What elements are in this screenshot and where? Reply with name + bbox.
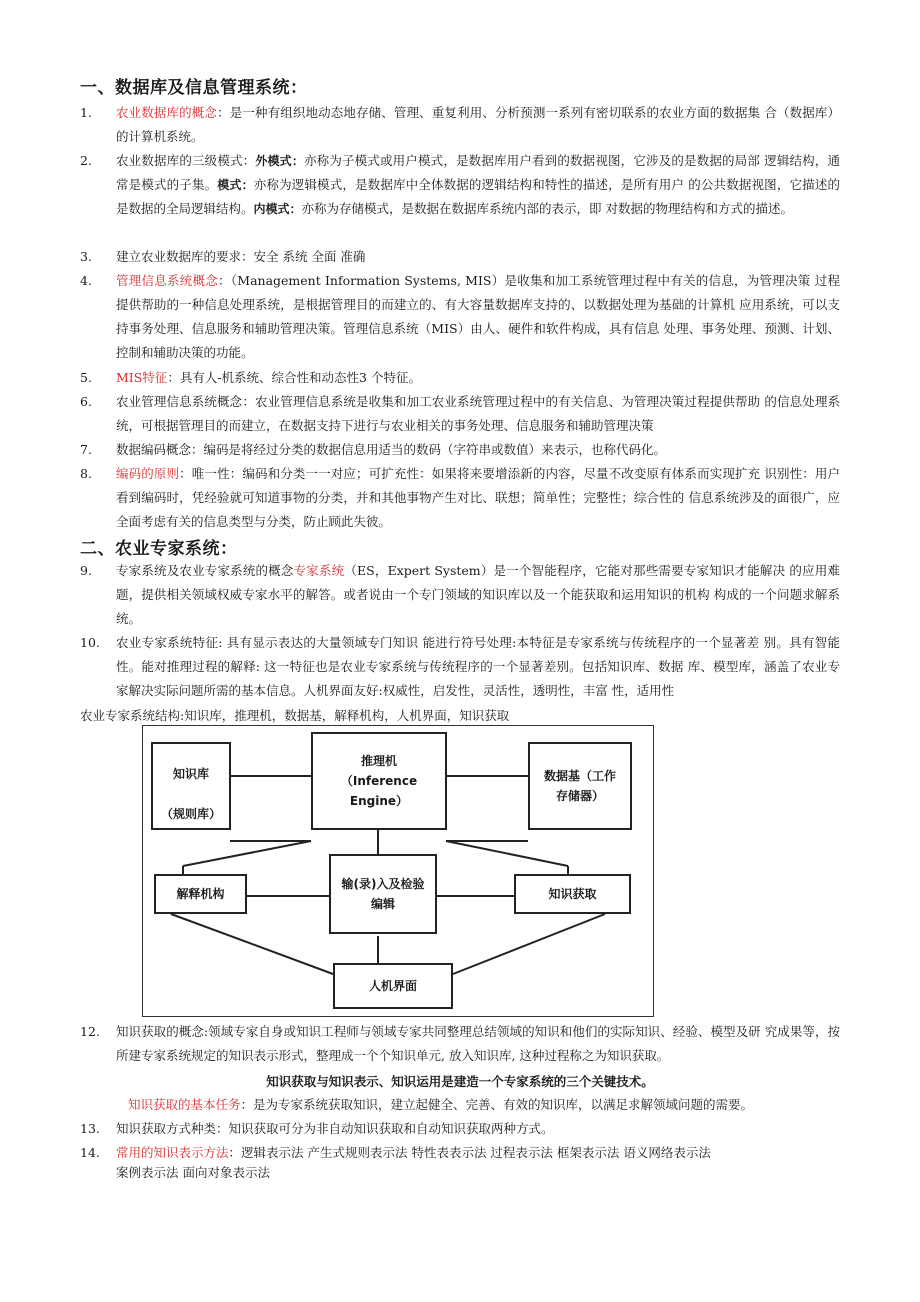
section-1-heading: 一、数据库及信息管理系统： [80, 78, 308, 98]
database-box: 数据基（工作存储器） [528, 742, 632, 830]
list-item: 7. 数据编码概念：编码是将经过分类的数据信息用适当的数码（字符串或数值）来表示，也称代码化。 [80, 442, 667, 457]
term-label: MIS特征 [116, 370, 168, 385]
human-machine-interface-box: 人机界面 [333, 963, 453, 1009]
list-item: 1. 农业数据库的概念：是一种有组织地动态地存储、管理、重复利用、分析预测一系列有密切联系的农业方面的数据集 合（数据库）的计算机系统。 [80, 105, 840, 144]
list-item: 10. 农业专家系统特征: 具有显示表达的大量领域专门知识 能进行符号处理:本特征是专家系统与传统程序的一个显著差 别。具有智能性。能对推理过程的解释: 这一特征也是农业专家系统与传统程序的一个显著差别。包括知识库、数据 库、模型库，涵盖了农业专家解决实际问题所需的基本信息。人机界面友好:权威性，启发性，灵活性，透明性，丰富 性，适用性 [80, 635, 840, 698]
knowledge-base-box: 知识库 （规则库） [151, 742, 231, 830]
term-label: 常用的知识表示方法 [116, 1145, 229, 1160]
term-label: 编码的原则 [116, 466, 180, 481]
list-item: 13. 知识获取方式种类：知识获取可分为非自动知识获取和自动知识获取两种方式。 [80, 1121, 554, 1136]
key-statement: 知识获取与知识表示、知识运用是建造一个专家系统的三个关键技术。 [266, 1074, 654, 1089]
term-label: 专家系统 [293, 563, 345, 578]
term-label: 管理信息系统概念 [116, 273, 219, 288]
knowledge-acquisition-box: 知识获取 [514, 874, 631, 914]
list-item: 14. 常用的知识表示方法：逻辑表示法 产生式规则表示法 特性表表示法 过程表示法 框架表示法 语义网络表示法 案例表示法 面向对象表示法 [80, 1145, 711, 1180]
list-item: 5. MIS特征：具有人-机系统、综合性和动态性3 个特征。 [80, 370, 421, 385]
connector-line [171, 914, 333, 974]
explanation-box: 解释机构 [154, 874, 247, 914]
input-editing-box: 输(录)入及检验编辑 [329, 854, 437, 934]
term-label: 农业数据库的概念 [116, 105, 218, 120]
connector-line [453, 914, 605, 974]
list-item: 6. 农业管理信息系统概念：农业管理信息系统是收集和加工农业系统管理过程中的有关信息、为管理决策过程提供帮助 的信息处理系统，可根据管理目的而建立，在数据支持下进行与农业相关的事务处理、信息服务和辅助管理决策 [80, 394, 840, 433]
inference-engine-box: 推理机 （Inference Engine） [311, 732, 447, 830]
acquisition-task: 知识获取的基本任务：是为专家系统获取知识，建立起健全、完善、有效的知识库，以满足求解领域问题的需要。 [128, 1097, 754, 1112]
connector-line [446, 841, 568, 866]
list-item: 2. 农业数据库的三级模式：外模式：亦称为子模式或用户模式，是数据库用户看到的数据视图，它涉及的是数据的局部 逻辑结构，通常是模式的子集。模式：亦称为逻辑模式，是数据库中全体数据的逻辑结构和特性的描述，是所有用户 的公共数据视图，它描述的是数据的全局逻辑结构。内模式：亦称为存储模式，是数据在数据库系统内部的表示，即 对数据的物理结构和方式的描述。 [80, 153, 840, 216]
list-item: 9. 专家系统及农业专家系统的概念专家系统（ES，Expert System）是一个智能程序，它能对那些需要专家知识才能解决 的应用难题，提供相关领域权威专家水平的解答。或者说由一个专门领域的知识库以及一个能获取和运用知识的机构 构成的一个问题求解系统。 [80, 563, 840, 626]
connector-line [183, 841, 311, 866]
list-item: 4. 管理信息系统概念：（Management Information Systems, MIS）是收集和加工系统管理过程中有关的信息，为管理决策 过程提供帮助的一种信息处理系统，是根据管理目的而建立的、有大容量数据库支持的、以数据处理为基础的计算机 应用系统，可以支持事务处理、信息服务和辅助管理决策。管理信息系统（MIS）由人、硬件和软件构成，具有信息 处理、事务处理、预测、计划、控制和辅助决策的功能。 [80, 273, 840, 360]
list-item: 12. 知识获取的概念:领域专家自身或知识工程师与领域专家共同整理总结领域的知识和他们的实际知识、经验、模型及研 究成果等，按所建专家系统规定的知识表示形式，整理成一个个知识单元, 放入知识库, 这种过程称之为知识获取。 [80, 1024, 840, 1063]
list-item: 8. 编码的原则：唯一性：编码和分类一一对应；可扩充性：如果将来要增添新的内容，尽量不改变原有体系而实现扩充 识别性：用户看到编码时，凭经验就可知道事物的分类，并和其他事物产生对比、联想；简单性；完整性；综合性的 信息系统涉及的面很广，应全面考虑有关的信息类型与分类，防止顾此失彼。 [80, 466, 840, 529]
section-2-heading: 二、农业专家系统： [80, 539, 238, 559]
expert-system-diagram [142, 725, 654, 1017]
list-item: 3. 建立农业数据库的要求：安全 系统 全面 准确 [80, 249, 366, 264]
structure-line: 农业专家系统结构:知识库，推理机，数据基，解释机构，人机界面，知识获取 [80, 708, 510, 723]
